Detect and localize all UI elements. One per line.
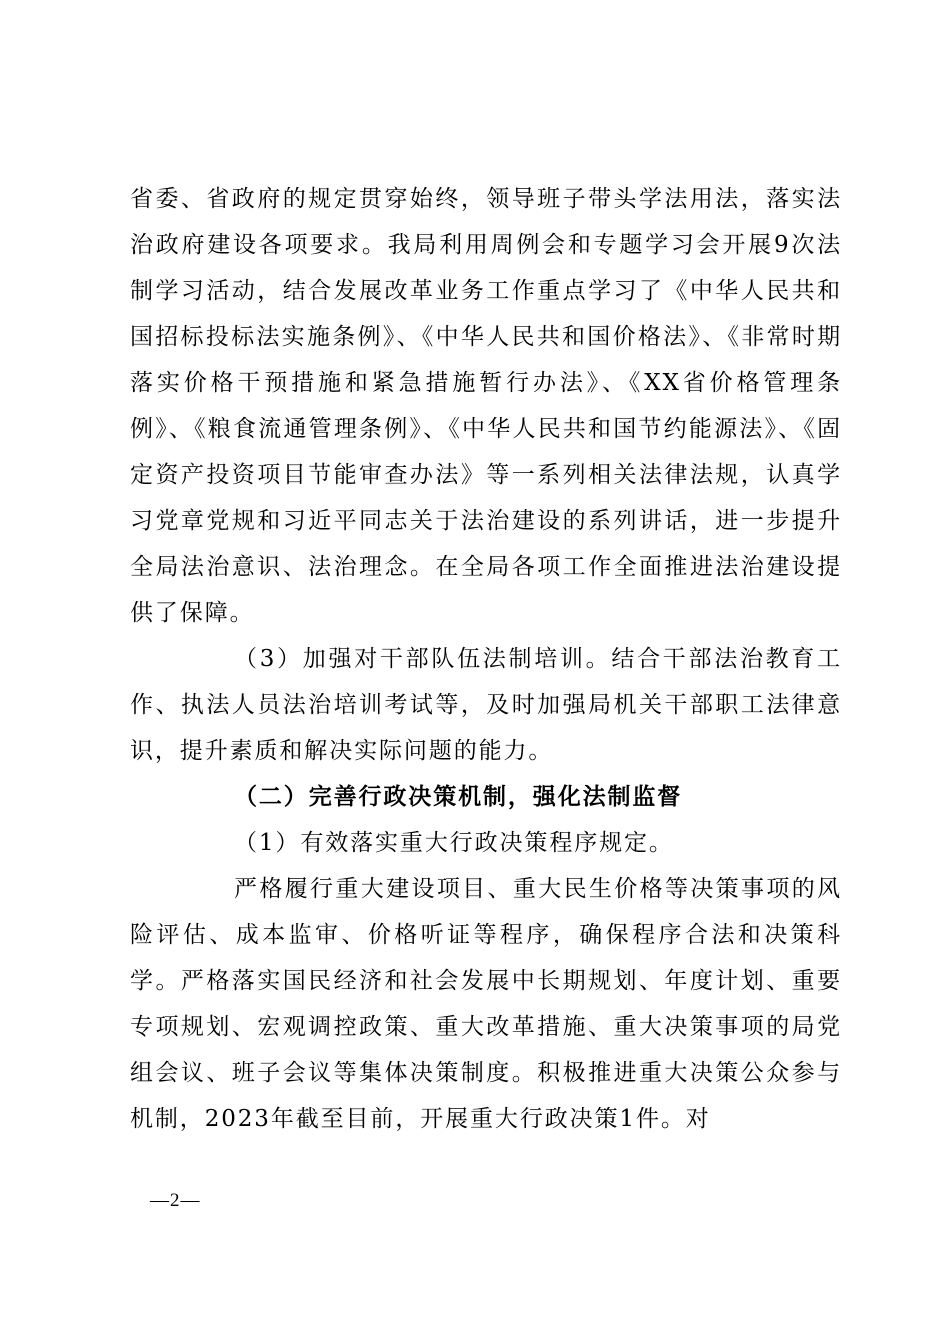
- paragraph-decision-procedures: 严格履行重大建设项目、重大民生价格等决策事项的风险评估、成本监审、价格听证等程序，确保程序合法和决策科学。严格落实国民经济和社会发展中长期规划、年度计划、重要专项规划、宏观调控政策、重大改革措施、重大决策事项的局党组会议、班子会议等集体决策制度。积极推进重大决策公众参与机制，2023年截至目前，开展重大行政决策1件。对: [130, 876, 842, 1132]
- section-heading: （二）完善行政决策机制，强化法制监督: [234, 783, 683, 810]
- subsection-heading: （1）有效落实重大行政决策程序规定。: [234, 830, 674, 856]
- paragraph-training: （3）加强对干部队伍法制培训。结合干部法治教育工作、执法人员法治培训考试等，及时加强局机关干部职工法律意识，提升素质和解决实际问题的能力。: [130, 646, 842, 764]
- page-number: —2—: [150, 1190, 201, 1211]
- document-body: [130, 176, 842, 1142]
- paragraph-legal-study: 省委、省政府的规定贯穿始终，领导班子带头学法用法，落实法治政府建设各项要求。我局利用周例会和专题学习会开展9次法制学习活动，结合发展改革业务工作重点学习了《中华人民共和国招标投标法实施条例》、《中华人民共和国价格法》、《非常时期落实价格干预措施和紧急措施暂行办法》、《XX省价格管理条例》、《粮食流通管理条例》、《中华人民共和国节约能源法》、《固定资产投资项目节能审查办法》等一系列相关法律法规，认真学习党章党规和习近平同志关于法治建设的系列讲话，进一步提升全局法治意识、法治理念。在全局各项工作全面推进法治建设提供了保障。: [130, 186, 842, 626]
